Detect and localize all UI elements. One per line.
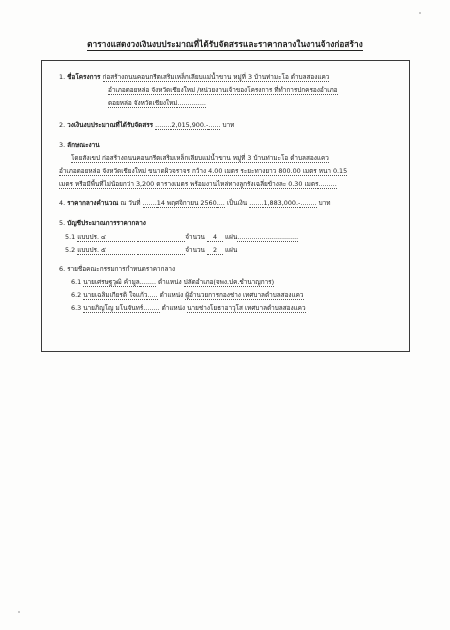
project-line-1: 1. ชื่อโครงการ ก่อสร้างถนนคอนกรีตเสริมเหล็กเลียบแม่น้ำขาน หมู่ที่ 3 บ้านท่ามะโอ ตำบลสองแคว: [59, 73, 330, 81]
committee-member: 6.3 นายภิญโญ มโนจันทร์........ ตำแหน่ง นายช่างโยธาอาวุโส เทศบาลตำบลสองแคว: [71, 304, 306, 312]
boq-heading: 5. บัญชีประมาณการราคากลาง: [59, 219, 146, 227]
features-label: ลักษณะงาน: [67, 141, 100, 149]
features-line-1: โดยสังเขป ก่อสร้างถนนคอนกรีตเสริมเหล็กเลียบแม่น้ำขาน หมู่ที่ 3 บ้านท่ามะโอ ตำบลสองแคว: [71, 154, 329, 162]
features-line-3: เมตร หรือมีพื้นที่ไม่น้อยกว่า 3,200 ตารางเมตร พร้อมงานไหล่ทางลูกรังเฉลี่ยข้างละ 0.30 เมตร.........: [59, 180, 337, 188]
committee-heading: 6. รายชื่อคณะกรรมการกำหนดราคากลาง: [59, 265, 176, 273]
project-line-3: ดอยหล่อ จังหวัดเชียงใหม่..............: [108, 99, 206, 107]
features-line-2: อำเภอดอยหล่อ จังหวัดเชียงใหม่ ขนาดผิวจราจร กว้าง 4.00 เมตร ระยะทางยาว 800.00 เมตร หนา 0.15: [59, 167, 348, 175]
median-price-label: ราคากลางคำนวณ: [67, 199, 119, 207]
scan-speck: [18, 611, 20, 613]
project-line-2: [108, 86, 338, 94]
budget-amount: 2,015,900.-: [171, 121, 209, 129]
member-name: นายภิญโญ มโนจันทร์: [83, 304, 144, 312]
project-name-line-2: อำเภอดอยหล่อ จังหวัดเชียงใหม่ /หน่วยงานเจ้าของโครงการ ที่ทำการปกครองอำเภอ: [108, 86, 338, 94]
committee-member: 6.2 นายเฉลิมเกียรติ ใจแก้ว..... ตำแหน่ง ผู้อำนวยการกองช่าง เทศบาลตำบลสองแคว: [71, 291, 304, 299]
median-price-line: 4. ราคากลางคำนวณ ณ วันที่ .......14 พฤศจิกายน 2560.... เป็นเงิน .......1,883,000.-........ บาท: [59, 199, 331, 207]
budget-line: 2. วงเงินงบประมาณที่ได้รับจัดสรร ........2,015,900.-...... บาท: [59, 121, 235, 129]
member-position: ปลัดอำเภอ(จพง.ปค.ชำนาญการ): [183, 278, 275, 286]
median-price-date: 14 พฤศจิกายน 2560: [156, 199, 217, 207]
project-name-line-3: ดอยหล่อ จังหวัดเชียงใหม่: [108, 99, 178, 107]
budget-unit: บาท: [222, 121, 235, 129]
member-position: ผู้อำนวยการกองช่าง เทศบาลตำบลสองแคว: [185, 291, 304, 299]
features-heading: 3. ลักษณะงาน: [59, 141, 100, 149]
scan-speck: [419, 12, 421, 14]
member-name: นายเศรษฐวุฒิ คำมูล: [83, 278, 140, 286]
committee-label: รายชื่อคณะกรรมการกำหนดราคากลาง: [67, 265, 176, 273]
page-title: ตารางแสดงวงเงินงบประมาณที่ได้รับจัดสรรและราคากลางในงานจ้างก่อสร้าง: [87, 39, 363, 49]
member-position: นายช่างโยธาอาวุโส เทศบาลตำบลสองแคว: [187, 304, 306, 312]
median-price-amount: 1,883,000.-: [263, 199, 301, 207]
boq-item: 5.1 แบบปร. ๔ จำนวน 4 แผ่น..............................: [65, 233, 299, 241]
project-name-line-1: ก่อสร้างถนนคอนกรีตเสริมเหล็กเลียบแม่น้ำขาน หมู่ที่ 3 บ้านท่ามะโอ ตำบลสองแคว: [102, 73, 330, 81]
boq-item: 5.2 แบบปร. ๕ จำนวน 2 แผ่น: [65, 246, 238, 254]
member-name: นายเฉลิมเกียรติ ใจแก้ว: [83, 291, 148, 299]
committee-member: 6.1 นายเศรษฐวุฒิ คำมูล........ ตำแหน่ง ปลัดอำเภอ(จพง.ปค.ชำนาญการ): [71, 278, 275, 286]
boq-label: บัญชีประมาณการราคากลาง: [67, 219, 146, 227]
budget-label: วงเงินงบประมาณที่ได้รับจัดสรร: [67, 121, 154, 129]
info-box: [41, 60, 410, 352]
project-label: ชื่อโครงการ: [67, 73, 101, 81]
